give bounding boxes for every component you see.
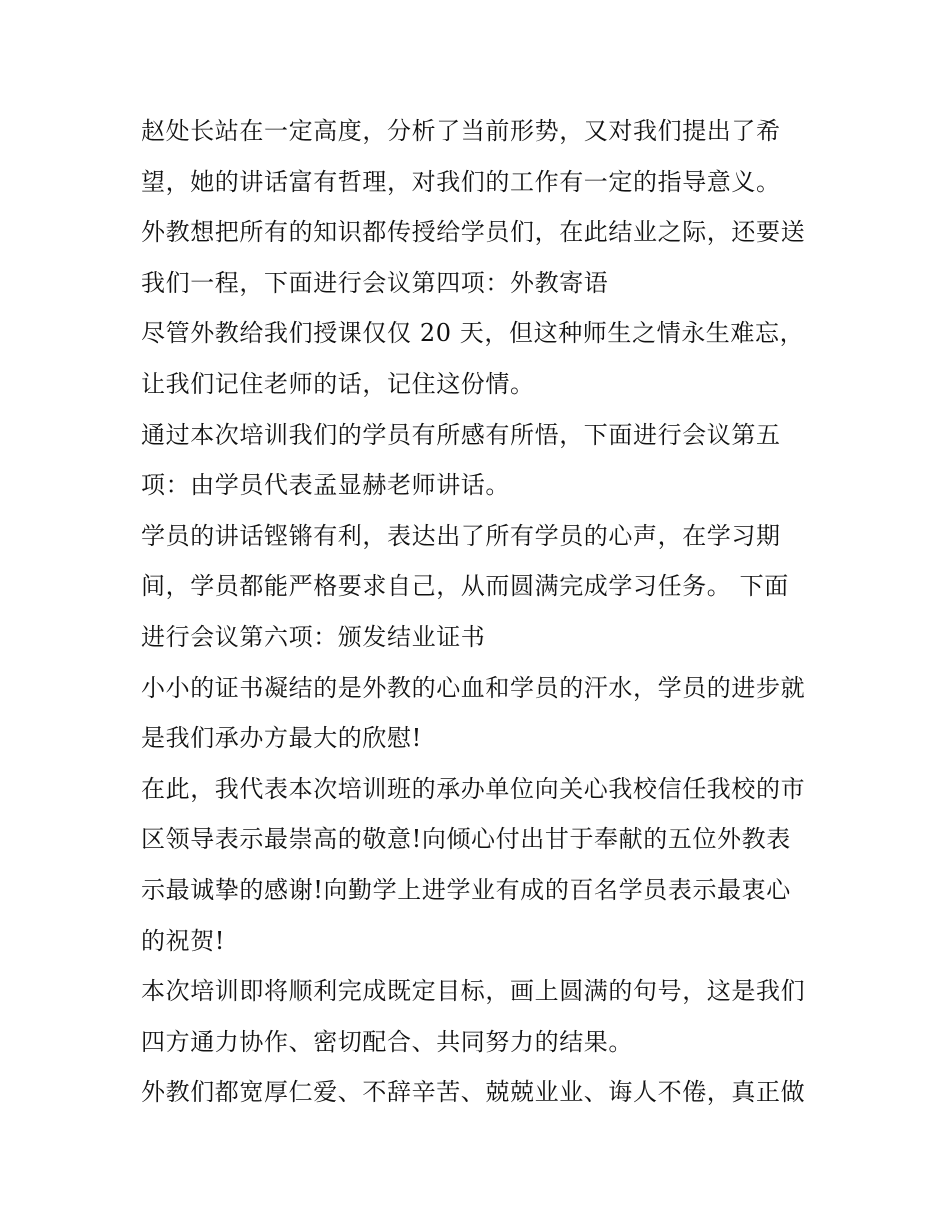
text-line: 尽管外教给我们授课仅仅 20 天，但这种师生之情永生难忘， [141,319,805,348]
text-line: 小小的证书凝结的是外教的心血和学员的汗水，学员的进步就 [141,673,806,702]
text-line: 四方通力协作、密切配合、共同努力的结果。 [141,1027,633,1056]
text-line: 外教们都宽厚仁爱、不辞辛苦、兢兢业业、诲人不倦，真正做 [141,1078,806,1107]
text-line: 进行会议第六项：颁发结业证书 [141,622,486,651]
text-line: 我们一程，下面进行会议第四项：外教寄语 [141,268,609,297]
text-line: 赵处长站在一定高度，分析了当前形势，又对我们提出了希 [141,117,781,145]
text-line: 外教想把所有的知识都传授给学员们，在此结业之际，还要送 [141,218,806,247]
text-line: 学员的讲话铿锵有利，表达出了所有学员的心声，在学习期 [141,521,781,550]
text-line: 望，她的讲话富有哲理，对我们的工作有一定的指导意义。 [141,167,781,196]
text-line: 是我们承办方最大的欣慰! [141,724,422,753]
text-line: 的祝贺! [141,926,226,955]
text-line: 通过本次培训我们的学员有所感有所悟，下面进行会议第五 [141,420,781,449]
text-line: 在此，我代表本次培训班的承办单位向关心我校信任我校的市 [141,774,806,803]
text-line: 区领导表示最崇高的敬意!向倾心付出甘于奉献的五位外教表 [141,825,791,854]
text-line: 让我们记住老师的话，记住这份情。 [141,369,535,398]
text-line: 项：由学员代表孟显赫老师讲话。 [141,471,510,500]
document-body [141,106,821,1118]
text-line: 间，学员都能严格要求自己，从而圆满完成学习任务。 下面 [141,572,789,601]
text-line: 示最诚挚的感谢!向勤学上进学业有成的百名学员表示最衷心 [141,875,791,904]
text-line: 本次培训即将顺利完成既定目标，画上圆满的句号，这是我们 [141,977,806,1006]
